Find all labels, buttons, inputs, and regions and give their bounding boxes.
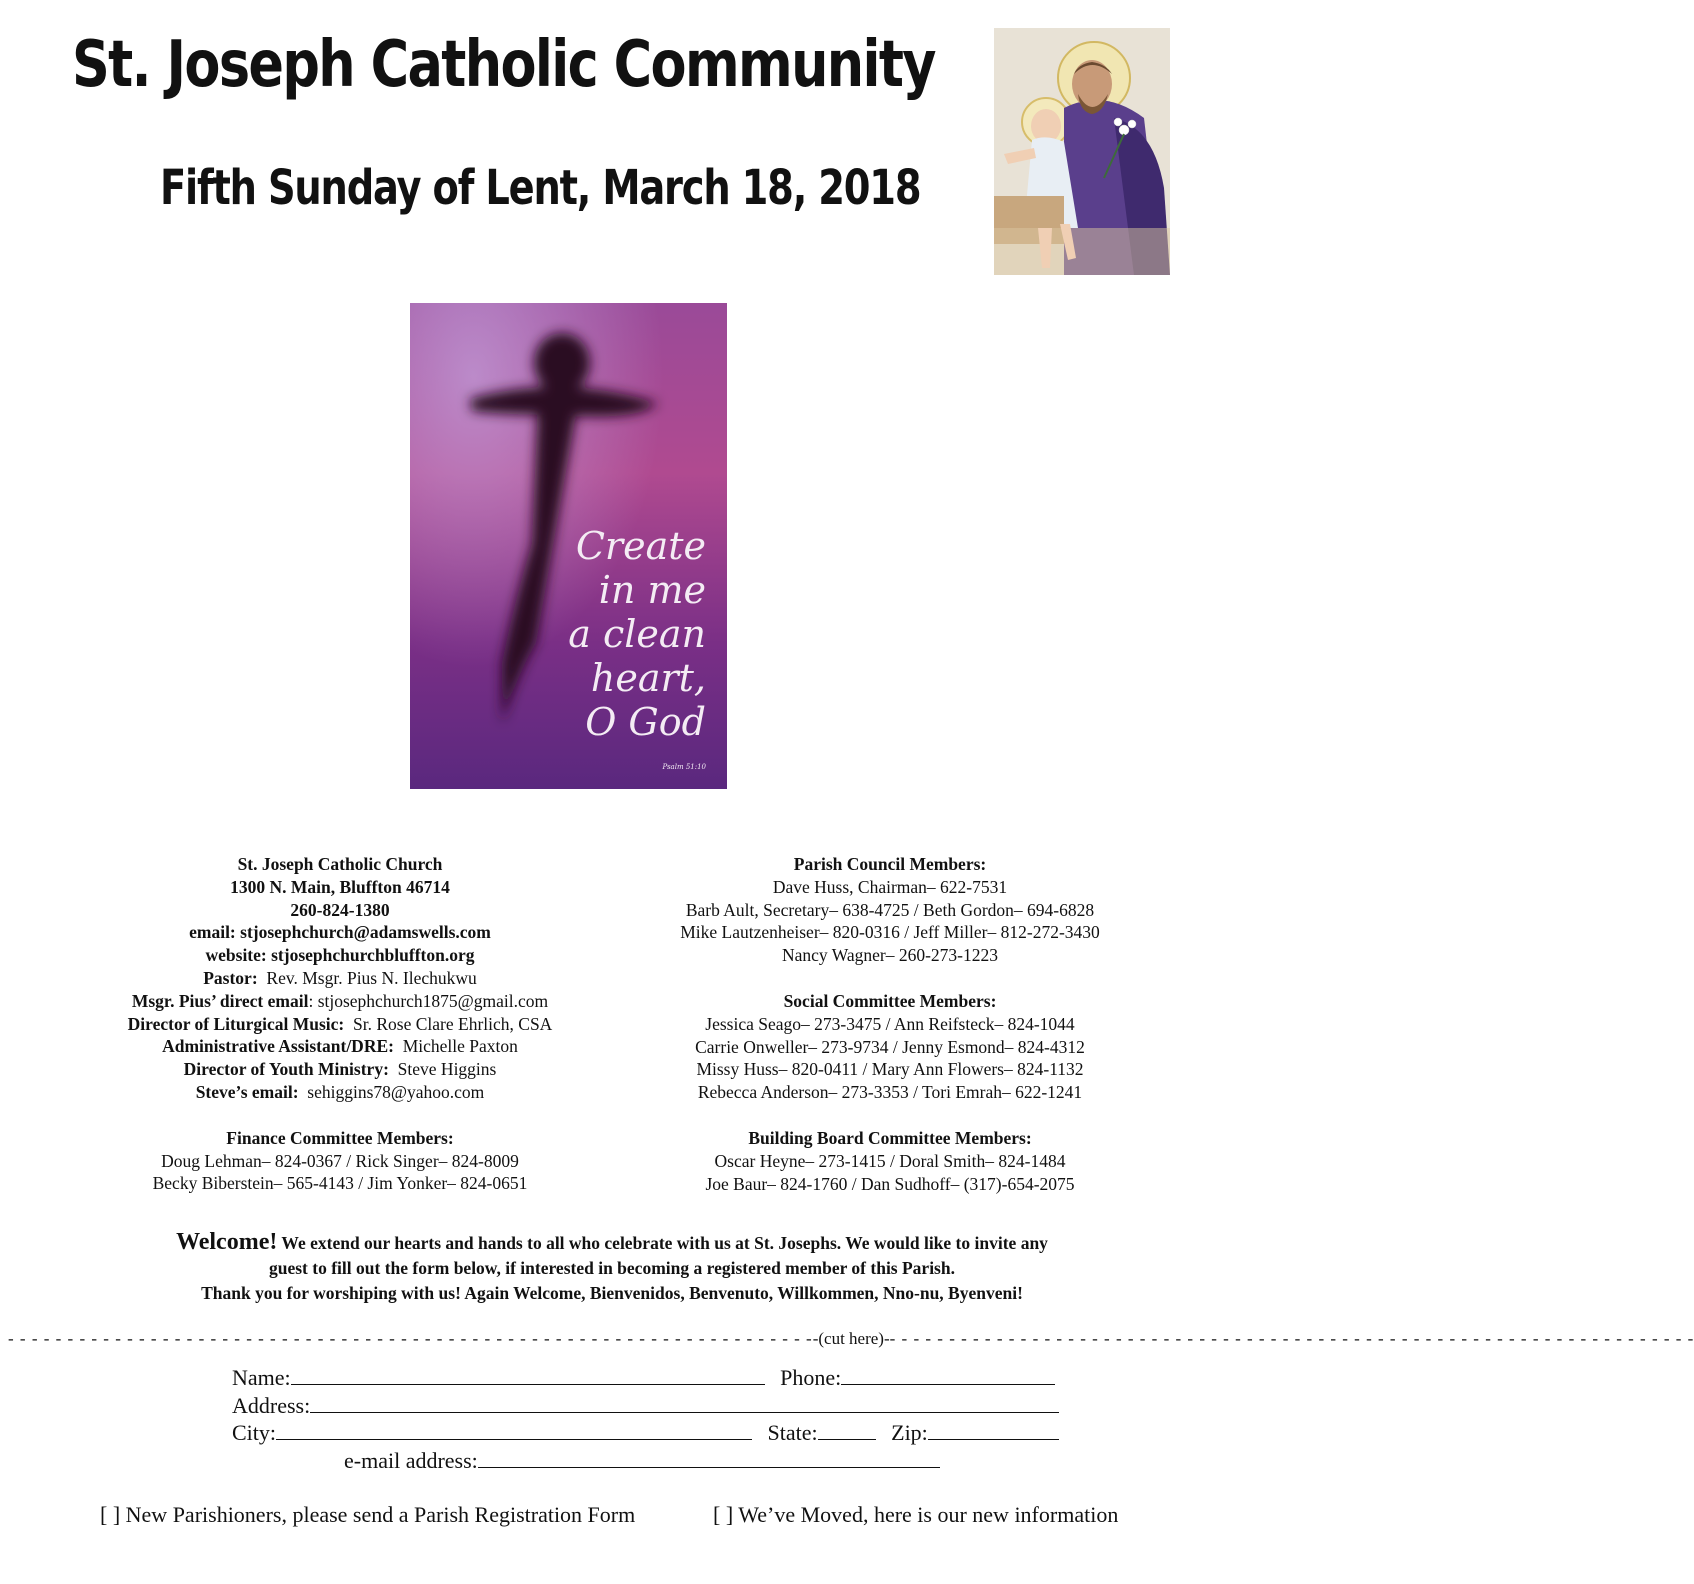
parish-council-heading: Parish Council Members:: [793, 854, 987, 874]
building-heading: Building Board Committee Members:: [748, 1127, 1032, 1148]
cut-line: [8, 1329, 1694, 1349]
welcome-line-3: Thank you for worshiping with us! Again Welcome, Bienvenidos, Benvenuto, Willkommen, Nno-nu, Byenveni!: [201, 1283, 1023, 1303]
social-heading: Social Committee Members:: [783, 990, 997, 1011]
staff-value[interactable]: sehiggins78@yahoo.com: [298, 1081, 485, 1102]
parish-council-line: Nancy Wagner– 260-273-1223: [782, 945, 998, 966]
state-label: State:: [767, 1420, 818, 1445]
cut-label: -(cut here)-: [812, 1329, 890, 1348]
church-name: St. Joseph Catholic Church: [237, 854, 443, 874]
social-line: Missy Huss– 820-0411 / Mary Ann Flowers– 824-1132: [696, 1059, 1084, 1080]
phone-label: Phone:: [780, 1365, 842, 1390]
page-subtitle: Fifth Sunday of Lent, March 18, 2018: [160, 160, 921, 216]
cut-dashes-right: - - - - - - - - - - - - - - - - - - - - - - - - - - - - - - - - - - - - - - - - - - - - - - - - - - - - - - - - - - - - - - - - - - - -: [889, 1329, 1694, 1348]
church-info-column: [60, 853, 620, 1195]
new-parishioners-option[interactable]: [ ] New Parishioners, please send a Parish Registration Form: [100, 1502, 636, 1527]
staff-pastor: [60, 967, 620, 990]
staff-value: Steve Higgins: [388, 1059, 497, 1080]
parish-council-line: Mike Lautzenheiser– 820-0316 / Jeff Miller– 812-272-3430: [680, 922, 1100, 943]
staff-label: Steve’s email:: [195, 1081, 299, 1102]
cover-line-5: O God: [585, 700, 706, 744]
social-line: Jessica Seago– 273-3475 / Ann Reifsteck– 824-1044: [705, 1013, 1075, 1034]
cover-line-4: heart,: [590, 656, 706, 700]
moved-option[interactable]: [ ] We’ve Moved, here is our new information: [713, 1502, 1119, 1527]
staff-value: Rev. Msgr. Pius N. Ilechukwu: [257, 967, 477, 988]
saint-joseph-image: [994, 28, 1170, 275]
city-field[interactable]: [276, 1419, 752, 1440]
cut-dashes-left: - - - - - - - - - - - - - - - - - - - - - - - - - - - - - - - - - - - - - - - - - - - - - - - - - - - - - - - - - - - - - - - - - - - -: [8, 1329, 813, 1348]
name-field[interactable]: [291, 1364, 765, 1385]
finance-line: Doug Lehman– 824-0367 / Rick Singer– 824-8009: [161, 1150, 519, 1171]
welcome-line-1: We extend our hearts and hands to all who celebrate with us at St. Josephs. We would like to invite any: [277, 1233, 1048, 1253]
staff-youth-email: [60, 1081, 620, 1104]
address-field[interactable]: [310, 1392, 1059, 1413]
email-label: e-mail address:: [344, 1447, 478, 1473]
staff-assistant: [60, 1035, 620, 1058]
registration-form: [232, 1364, 1059, 1474]
finance-line: Becky Biberstein– 565-4143 / Jim Yonker– 824-0651: [152, 1173, 528, 1194]
lent-cover-image: [410, 303, 727, 789]
cover-citation: Psalm 51:10: [662, 763, 706, 771]
staff-label: Msgr. Pius’ direct email: [131, 990, 309, 1011]
building-line: Joe Baur– 824-1760 / Dan Sudhoff– (317)-654-2075: [705, 1173, 1075, 1194]
cover-line-1: Create: [575, 524, 706, 568]
finance-heading: Finance Committee Members:: [226, 1127, 454, 1148]
welcome-message: [40, 1230, 1184, 1306]
cover-line-2: in me: [598, 568, 706, 612]
form-row-city: [232, 1419, 1059, 1447]
phone-field[interactable]: [841, 1364, 1055, 1385]
church-email[interactable]: email: stjosephchurch@adamswells.com: [189, 922, 491, 943]
staff-label: Administrative Assistant/DRE:: [162, 1036, 394, 1057]
staff-label: Director of Liturgical Music:: [127, 1013, 345, 1034]
parish-council-line: Barb Ault, Secretary– 638-4725 / Beth Gordon– 694-6828: [685, 899, 1095, 920]
page-title: St. Joseph Catholic Community: [72, 28, 935, 102]
building-line: Oscar Heyne– 273-1415 / Doral Smith– 824-1484: [714, 1150, 1066, 1171]
church-phone: 260-824-1380: [290, 899, 390, 920]
church-address: 1300 N. Main, Bluffton 46714: [230, 876, 450, 897]
state-field[interactable]: [818, 1419, 876, 1440]
committees-column: [610, 853, 1170, 1195]
staff-value: Sr. Rose Clare Ehrlich, CSA: [344, 1013, 553, 1034]
zip-field[interactable]: [928, 1419, 1059, 1440]
form-row-address: [232, 1392, 1059, 1420]
name-label: Name:: [232, 1365, 291, 1390]
parish-council-line: Dave Huss, Chairman– 622-7531: [772, 876, 1008, 897]
city-label: City:: [232, 1420, 277, 1445]
address-label: Address:: [232, 1392, 311, 1418]
staff-youth: [60, 1058, 620, 1081]
cover-line-3: a clean: [568, 612, 706, 656]
welcome-lead: Welcome!: [176, 1229, 278, 1255]
social-line: Carrie Onweller– 273-9734 / Jenny Esmond– 824-4312: [695, 1036, 1085, 1057]
staff-value[interactable]: : stjosephchurch1875@gmail.com: [308, 990, 549, 1011]
email-field[interactable]: [478, 1447, 940, 1468]
staff-label: Pastor:: [203, 967, 258, 988]
staff-pastor-email: [60, 990, 620, 1013]
staff-value: Michelle Paxton: [393, 1036, 518, 1057]
form-row-email: [232, 1447, 1059, 1475]
church-website[interactable]: website: stjosephchurchbluffton.org: [205, 945, 475, 966]
form-row-name: [232, 1364, 1059, 1392]
welcome-line-2: guest to fill out the form below, if interested in becoming a registered member of this Parish.: [269, 1258, 955, 1278]
zip-label: Zip:: [891, 1420, 928, 1445]
staff-label: Director of Youth Ministry:: [183, 1059, 389, 1080]
social-line: Rebecca Anderson– 273-3353 / Tori Emrah– 622-1241: [697, 1082, 1083, 1103]
staff-music: [60, 1013, 620, 1036]
